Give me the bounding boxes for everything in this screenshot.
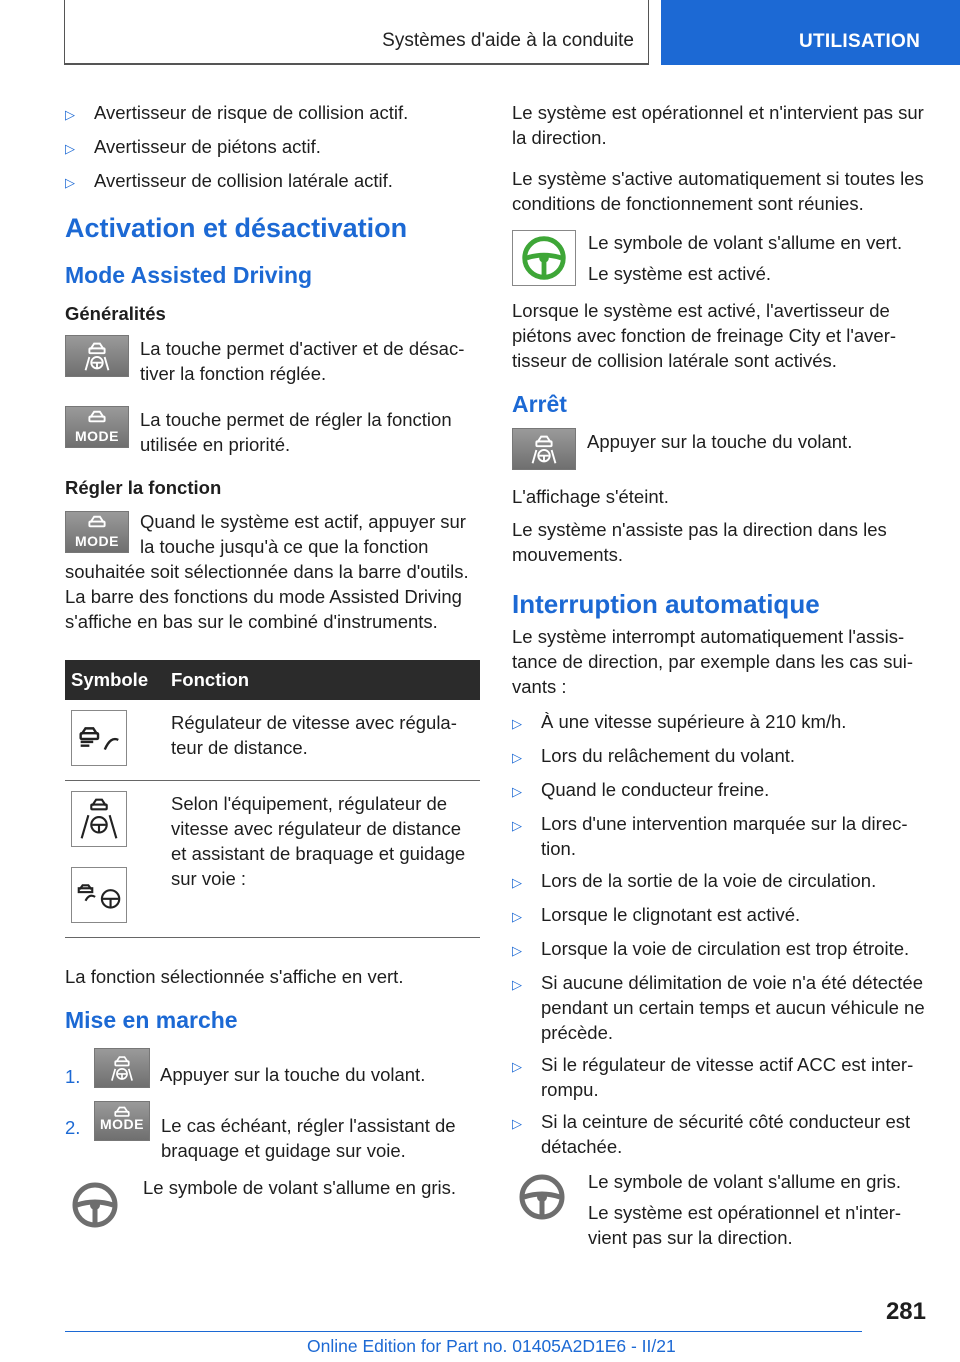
list-item: ▷ Si aucune délimitation de voie n'a été détectée pendant un certain temps et aucun véhicule ne précède.	[512, 972, 925, 1043]
list-item: ▷ Avertisseur de piétons actif.	[65, 134, 480, 161]
triangle-bullet-icon: ▷	[65, 175, 75, 190]
heading-stop: Arrêt	[512, 391, 567, 417]
list-item: ▷ Si la ceinture de sécurité côté conducteur est détachée.	[512, 1111, 911, 1157]
steering-distance-symbol-icon	[71, 867, 127, 923]
heading-start: Mise en marche	[65, 1007, 238, 1033]
steering-assist-symbol-icon	[71, 791, 127, 847]
table-header-function: Fonction	[165, 660, 480, 700]
steering-wheel-green-icon	[512, 230, 576, 286]
step-item: 1. Appuyer sur la touche du volant.	[65, 1048, 480, 1089]
general-item-1: La touche permet d'activer et de désactiver la fonction réglée.	[65, 335, 480, 386]
list-item: ▷ Avertisseur de risque de collision actif.	[65, 100, 480, 127]
assist-button-icon	[65, 335, 129, 377]
table-row: Selon l'équipement, régulateur de vitesse avec régulateur de distance et assistant de braquage et guidage sur voie :	[65, 781, 480, 938]
steering-wheel-gray-icon	[67, 1173, 131, 1229]
heading-set-function: Régler la fonction	[65, 477, 222, 498]
list-item: ▷ Lorsque le clignotant est activé.	[512, 902, 927, 929]
steering-wheel-gray-icon	[512, 1169, 576, 1225]
assist-button-icon	[512, 428, 576, 470]
list-item: ▷ Lors de la sortie de la voie de circulation.	[512, 868, 927, 895]
triangle-bullet-icon: ▷	[512, 909, 522, 924]
list-item: ▷ Avertisseur de collision latérale actif.	[65, 168, 480, 195]
wheel-gray-note: Le symbole de volant s'allume en gris.	[67, 1173, 480, 1229]
triangle-bullet-icon: ▷	[512, 784, 522, 799]
header-divider-left	[64, 0, 65, 64]
symbol-table	[65, 660, 480, 938]
triangle-bullet-icon: ▷	[512, 1116, 522, 1131]
list-item: ▷ Si le régulateur de vitesse actif ACC est interrompu.	[512, 1054, 914, 1100]
start-steps	[65, 1048, 480, 1163]
header-section-title: Systèmes d'aide à la conduite	[382, 30, 634, 51]
list-item: ▷ Lors du relâchement du volant.	[512, 743, 927, 770]
general-item-2: MODE La touche permet de régler la fonction utilisée en priorité.	[65, 406, 480, 457]
stop-item: Appuyer sur la touche du volant.	[512, 428, 927, 470]
list-item: ▷ À une vitesse supérieure à 210 km/h.	[512, 709, 927, 736]
page-number: 281	[885, 1298, 926, 1325]
triangle-bullet-icon: ▷	[512, 750, 522, 765]
heading-interruption: Interruption automatique	[512, 589, 820, 619]
triangle-bullet-icon: ▷	[65, 141, 75, 156]
header-rule	[64, 63, 649, 65]
mode-button-icon: MODE	[94, 1101, 150, 1141]
wheel-green-note: Le symbole de volant s'allume en vert. Le système est activé.	[512, 230, 927, 286]
heading-activation: Activation et désactivation	[65, 213, 408, 243]
wheel-gray-note-right: Le symbole de volant s'allume en gris. Le système est opérationnel et n'intervient pas sur la direction.	[512, 1169, 927, 1250]
selected-green-note: La fonction sélectionnée s'affiche en vert.	[65, 966, 404, 987]
assist-button-icon	[94, 1048, 150, 1088]
header-divider-mid	[648, 0, 649, 64]
list-item: ▷ Quand le conducteur freine.	[512, 777, 927, 804]
triangle-bullet-icon: ▷	[512, 943, 522, 958]
step-item: 2. MODE Le cas échéant, régler l'assistant de braquage et guidage sur voie.	[65, 1099, 480, 1163]
left-column	[65, 100, 480, 1239]
footer-rule	[65, 1331, 862, 1332]
table-header-symbol: Symbole	[65, 660, 165, 700]
triangle-bullet-icon: ▷	[512, 875, 522, 890]
heading-mode-assisted: Mode Assisted Driving	[65, 262, 313, 288]
triangle-bullet-icon: ▷	[512, 977, 522, 992]
list-item: ▷ Lorsque la voie de circulation est trop étroite.	[512, 936, 927, 963]
triangle-bullet-icon: ▷	[512, 818, 522, 833]
triangle-bullet-icon: ▷	[512, 716, 522, 731]
mode-button-icon: MODE	[65, 511, 129, 553]
header-chapter-tab: UTILISATION	[661, 0, 960, 65]
triangle-bullet-icon: ▷	[65, 107, 75, 122]
acc-distance-symbol-icon	[71, 710, 127, 766]
right-column: Le système est opérationnel et n'intervient pas sur la direction. Le système s'active automatiquement si toutes les conditions de fonctionnement sont réunies. Le symbole de volant s'allume en vert. Le système est activé. Lorsque le système est activé, l'avertisseur de piétons avec fonction de freinage City et l'avertisseur de collision latérale sont activés. Arrêt Appuyer sur la touche du volant. L'affichage s'éteint. Le système n'assiste pas la direction dans les mouvements. Interruption automatique Le système interrompt automatiquement l'assistance de direction, par exemple dans les cas suivants : ▷ À une vitesse supérieure à 210 km/h. ▷ Lors du relâchement du volant. ▷ Quand le conducteur freine. ▷ Lors d'une intervention marquée sur la direction. ▷ Lors de la sortie de la voie de circulation. ▷ Lorsque le clignotant est activé. ▷ Lorsque la voie de circulation est trop étroite. ▷ Si aucune délimitation de voie n'a été détectée pendant un certain temps et aucun véhicule ne précède. ▷ Si le régulateur de vitesse actif ACC est interrompu. ▷ Si la ceinture de sécurité côté conducteur est détachée. Le symbole de volant s'allume en gris. Le système est opérationnel et n'intervient pas sur la direction.	[512, 100, 927, 1260]
footer-edition: Online Edition for Part no. 01405A2D1E6 - II/21	[307, 1336, 676, 1356]
set-function-paragraph: MODE Quand le système est actif, appuyer sur la touche jusqu'à ce que la fonction souhaitée soit sélectionnée dans la barre d'outils. La barre des fonctions du mode Assisted Driving s'affiche en bas sur le combiné d'instruments.	[65, 511, 469, 632]
table-row: Régulateur de vitesse avec régulateur de distance.	[65, 700, 480, 781]
heading-general: Généralités	[65, 303, 166, 324]
list-item: ▷ Lors d'une intervention marquée sur la direction.	[512, 813, 908, 859]
triangle-bullet-icon: ▷	[512, 1059, 522, 1074]
mode-button-icon: MODE	[65, 406, 129, 448]
